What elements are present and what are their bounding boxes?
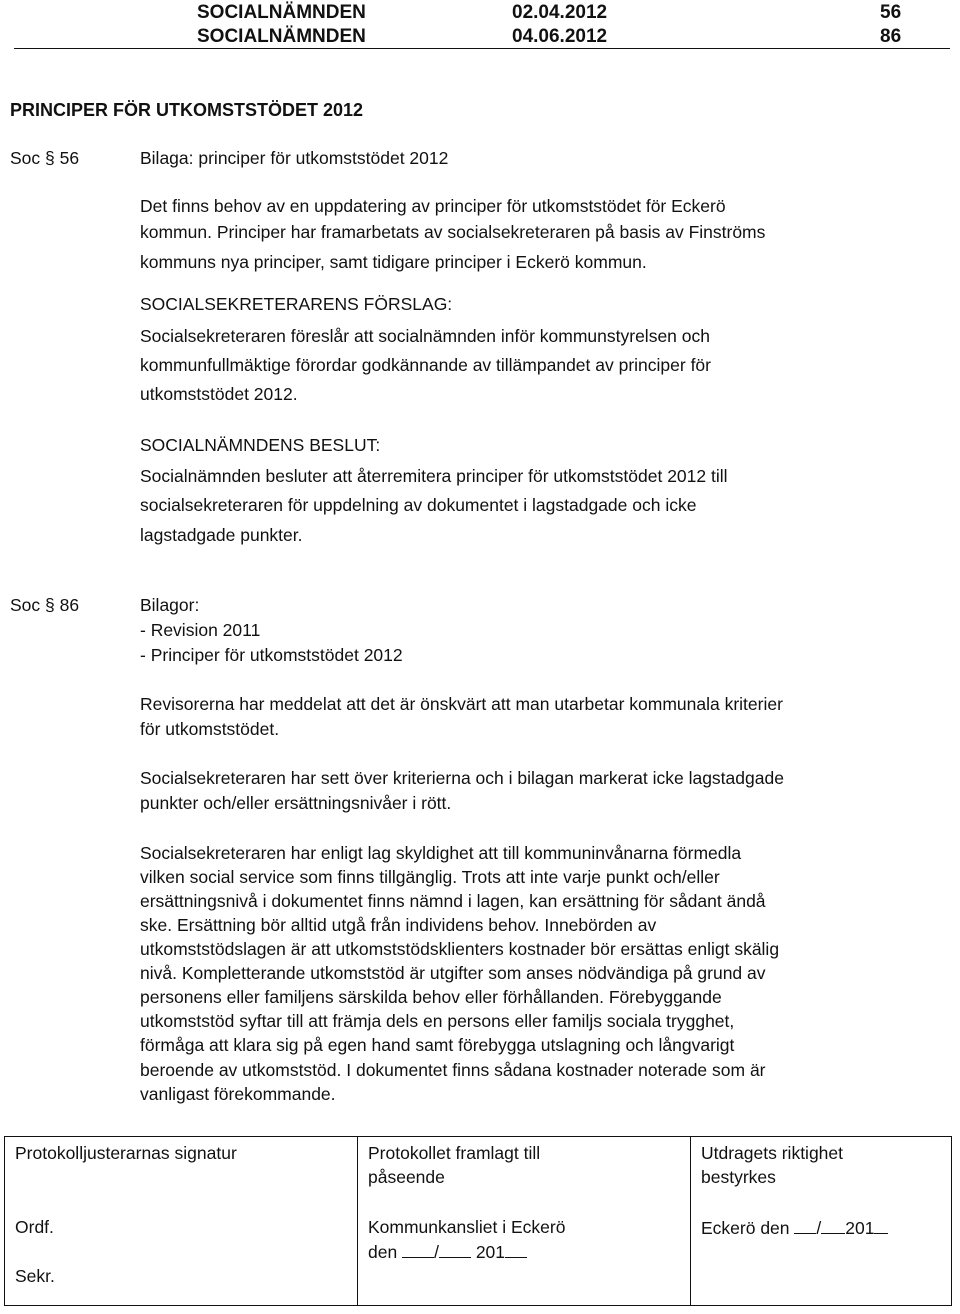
header-org-1: SOCIALNÄMNDEN [197, 2, 366, 23]
paragraph-line: utkomststöd syftar till att främja dels en persons eller familjs sociala trygghet, [140, 1011, 735, 1031]
posted-office: Kommunkansliet i Eckerö [368, 1217, 566, 1237]
paragraph-line: lagstadgade punkter. [140, 525, 303, 545]
paragraph-line: utkomststödslagen är att utkomststödsklienters kostnader bör ersättas enligt skälig [140, 939, 780, 959]
page-title: PRINCIPER FÖR UTKOMSTSTÖDET 2012 [10, 100, 364, 120]
paragraph-line: kommuns nya principer, samt tidigare principer i Eckerö kommun. [140, 252, 647, 272]
header-date-1: 02.04.2012 [512, 2, 608, 23]
header-org-2: SOCIALNÄMNDEN [197, 26, 366, 47]
section-label: Soc § 86 [10, 595, 80, 615]
paragraph-line: vanligast förekommande. [140, 1084, 336, 1104]
month-blank[interactable] [439, 1239, 471, 1258]
attachment-item: - Revision 2011 [140, 620, 261, 640]
sekr-label: Sekr. [15, 1266, 55, 1286]
certified-heading: Utdragets riktighet [701, 1143, 844, 1163]
posted-column [358, 1137, 691, 1306]
paragraph-line: nivå. Kompletterande utkomststöd är utgifter som anses nödvändiga på grund av [140, 963, 766, 983]
certified-column [691, 1137, 952, 1306]
paragraph-line: Revisorerna har meddelat att det är önskvärt att man utarbetar kommunala kriterier [140, 694, 783, 714]
posted-date-line[interactable] [368, 1239, 527, 1264]
date-slash: / [816, 1218, 822, 1238]
posted-heading: Protokollet framlagt till [368, 1143, 541, 1163]
paragraph-line: personens eller familjens särskilda behov eller förhållanden. Förebyggande [140, 987, 722, 1007]
attachments-heading: Bilagor: [140, 595, 200, 615]
paragraph-line: Socialsekreteraren föreslår att socialnämnden inför kommunstyrelsen och [140, 326, 710, 346]
paragraph-line: förmåga att klara sig på egen hand samt förebygga utslagning och långvarigt [140, 1035, 735, 1055]
paragraph-line: punkter och/eller ersättningsnivåer i rött. [140, 793, 452, 813]
paragraph-line: Socialsekreteraren har enligt lag skyldighet att till kommuninvånarna förmedla [140, 843, 742, 863]
paragraph-line: för utkomststödet. [140, 719, 280, 739]
attachment-line: Bilaga: principer för utkomststödet 2012 [140, 148, 449, 168]
paragraph-line: socialsekreteraren för uppdelning av dokumentet i lagstadgade och icke [140, 495, 697, 515]
header-section-2: 86 [880, 26, 902, 47]
section-label: Soc § 56 [10, 148, 80, 168]
place-label: Eckerö den [701, 1218, 790, 1238]
paragraph-line: vilken social service som finns tillgänglig. Trots att inte varje punkt och/eller [140, 867, 720, 887]
certified-date-line[interactable] [701, 1215, 888, 1240]
paragraph-line: kommun. Principer har framarbetats av socialsekreteraren på basis av Finströms [140, 222, 766, 242]
day-blank[interactable] [402, 1239, 434, 1258]
year-blank[interactable] [874, 1215, 888, 1234]
year-prefix: 201 [845, 1218, 875, 1238]
header-section-1: 56 [880, 2, 902, 23]
proposal-heading: SOCIALSEKRETERARENS FÖRSLAG: [140, 294, 453, 314]
year-prefix: 201 [475, 1242, 506, 1262]
decision-heading: SOCIALNÄMNDENS BESLUT: [140, 435, 381, 455]
header-date-2: 04.06.2012 [512, 26, 608, 47]
signature-table [4, 1136, 952, 1306]
year-blank[interactable] [505, 1239, 527, 1258]
paragraph-line: utkomststödet 2012. [140, 384, 298, 404]
day-blank[interactable] [794, 1215, 816, 1234]
signature-heading: Protokolljusterarnas signatur [15, 1143, 237, 1163]
paragraph-line: Det finns behov av en uppdatering av principer för utkomststödet för Eckerö [140, 196, 726, 216]
paragraph-line: Socialsekreteraren har sett över kriterierna och i bilagan markerat icke lagstadgade [140, 768, 784, 788]
month-blank[interactable] [821, 1215, 845, 1234]
paragraph-line: Socialnämnden besluter att återremitera principer för utkomststödet 2012 till [140, 466, 728, 486]
attachment-item: - Principer för utkomststödet 2012 [140, 645, 403, 665]
posted-heading-2: påseende [368, 1167, 445, 1187]
certified-heading-2: bestyrkes [701, 1167, 776, 1187]
paragraph-line: kommunfullmäktige förordar godkännande av tillämpandet av principer för [140, 355, 711, 375]
paragraph-line: ske. Ersättning bör alltid utgå från individens behov. Innebörden av [140, 915, 657, 935]
header-rule [14, 48, 950, 49]
date-slash: / [434, 1242, 439, 1262]
paragraph-line: ersättningsnivå i dokumentet finns nämnd i lagen, kan ersättning för sådant ändå [140, 891, 766, 911]
signature-column [5, 1137, 358, 1306]
den-label: den [368, 1242, 398, 1262]
paragraph-line: beroende av utkomststöd. I dokumentet finns sådana kostnader noterade som är [140, 1060, 766, 1080]
ordf-label: Ordf. [15, 1217, 54, 1237]
